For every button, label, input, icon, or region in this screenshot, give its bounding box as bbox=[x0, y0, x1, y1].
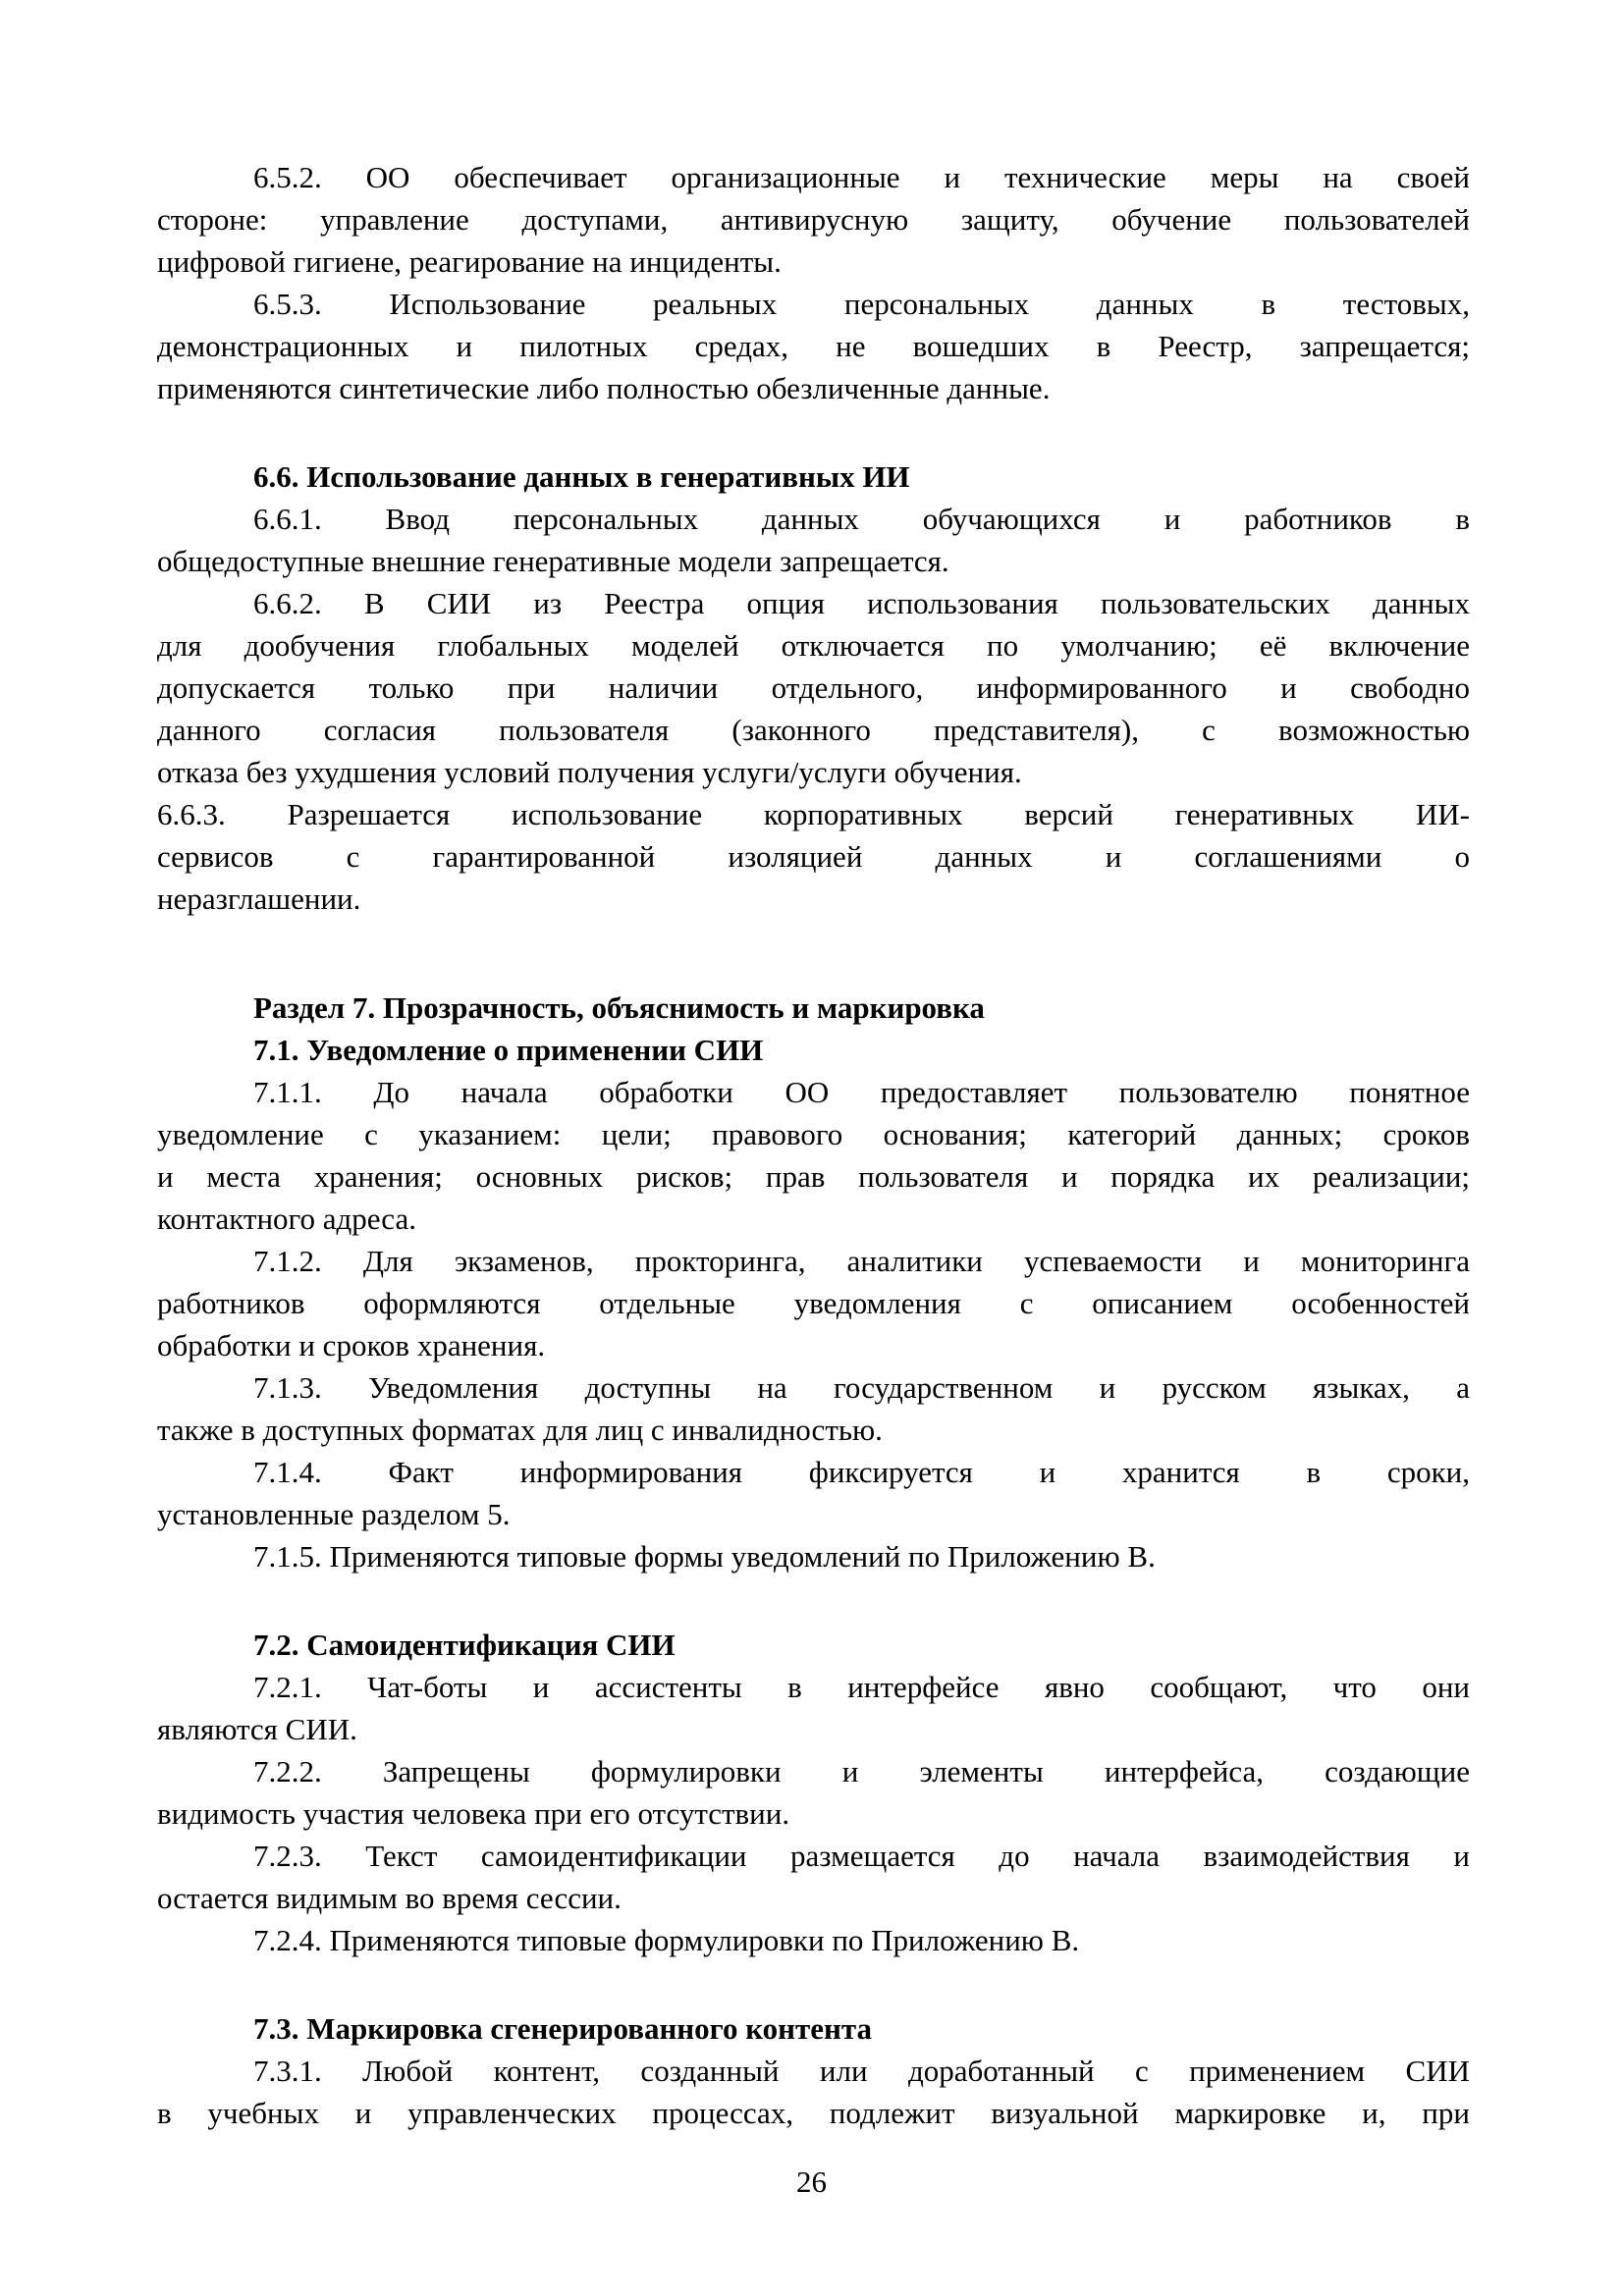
text-line: 7.3.1. Любой контент, созданный или доработанный с применением СИИ bbox=[253, 2054, 1470, 2088]
text-line: отказа без ухудшения условий получения услуги/услуги обучения. bbox=[157, 755, 1022, 789]
text-line: применяются синтетические либо полностью обезличенные данные. bbox=[157, 371, 1051, 405]
text-line: также в доступных форматах для лиц с инвалидностью. bbox=[157, 1413, 883, 1447]
text-line: 6.5.3. Использование реальных персональных данных в тестовых, bbox=[253, 287, 1470, 321]
text-line: демонстрационных и пилотных средах, не вошедших в Реестр, запрещается; bbox=[157, 329, 1470, 363]
text-line: работников оформляются отдельные уведомления с описанием особенностей bbox=[157, 1286, 1470, 1320]
text-line: 6.5.2. ОО обеспечивает организационные и технические меры на своей bbox=[253, 160, 1470, 194]
text-line: 7.1.2. Для экзаменов, прокторинга, аналитики успеваемости и мониторинга bbox=[253, 1244, 1470, 1278]
paragraph-7-1-1 bbox=[157, 1071, 1470, 1240]
text-line: являются СИИ. bbox=[157, 1712, 357, 1746]
text-line: 6.6.1. Ввод персональных данных обучающихся и работников в bbox=[253, 502, 1470, 536]
text-line: стороне: управление доступами, антивирусную защиту, обучение пользователей bbox=[157, 202, 1470, 237]
text-line: допускается только при наличии отдельного, информированного и свободно bbox=[157, 670, 1470, 705]
heading-7-2: 7.2. Самоидентификация СИИ bbox=[253, 1628, 676, 1662]
text-line: для дообучения глобальных моделей отключается по умолчанию; её включение bbox=[157, 628, 1470, 663]
text-line: 7.1.1. До начала обработки ОО предоставляет пользователю понятное bbox=[253, 1075, 1470, 1109]
text-line: 7.1.4. Факт информирования фиксируется и хранится в сроки, bbox=[253, 1455, 1470, 1489]
text-line: видимость участия человека при его отсутствии. bbox=[157, 1796, 790, 1831]
text-line: установленные разделом 5. bbox=[157, 1497, 511, 1531]
paragraph-7-1-2 bbox=[157, 1240, 1470, 1366]
heading-section-7: Раздел 7. Прозрачность, объяснимость и маркировка bbox=[253, 990, 985, 1025]
text-line: обработки и сроков хранения. bbox=[157, 1328, 546, 1362]
page-body bbox=[157, 156, 1470, 2134]
heading-7-1: 7.1. Уведомление о применении СИИ bbox=[253, 1033, 764, 1067]
paragraph-7-2-3 bbox=[157, 1835, 1470, 1919]
paragraph-7-1-4 bbox=[157, 1451, 1470, 1535]
text-line: 7.2.3. Текст самоидентификации размещается до начала взаимодействия и bbox=[253, 1839, 1470, 1873]
paragraph-6-6-1 bbox=[157, 498, 1470, 582]
text-line: контактного адреса. bbox=[157, 1201, 416, 1236]
text-line: цифровой гигиене, реагирование на инциденты. bbox=[157, 244, 782, 279]
heading-7-3: 7.3. Маркировка сгенерированного контента bbox=[253, 2011, 872, 2046]
text-line: неразглашении. bbox=[157, 881, 361, 916]
paragraph-6-6-2 bbox=[157, 582, 1470, 793]
paragraph-7-1-3 bbox=[157, 1366, 1470, 1451]
paragraph-7-3-1 bbox=[157, 2050, 1470, 2134]
paragraph-7-2-1 bbox=[157, 1666, 1470, 1750]
paragraph-6-5-3 bbox=[157, 283, 1470, 409]
paragraph-7-2-2 bbox=[157, 1750, 1470, 1835]
text-line: остается видимым во время сессии. bbox=[157, 1881, 622, 1915]
paragraph-7-1-5 bbox=[157, 1535, 1470, 1577]
paragraph-6-5-2 bbox=[157, 156, 1470, 283]
paragraph-6-6-3 bbox=[157, 793, 1470, 920]
text-line: 7.2.4. Применяются типовые формулировки по Приложению В. bbox=[253, 1923, 1080, 1957]
text-line: 6.6.3. Разрешается использование корпоративных версий генеративных ИИ- bbox=[157, 797, 1470, 831]
text-line: и места хранения; основных рисков; прав пользователя и порядка их реализации; bbox=[157, 1159, 1470, 1194]
text-line: 7.2.2. Запрещены формулировки и элементы интерфейса, создающие bbox=[253, 1754, 1470, 1789]
text-line: в учебных и управленческих процессах, подлежит визуальной маркировке и, при bbox=[157, 2096, 1470, 2130]
heading-6-6: 6.6. Использование данных в генеративных ИИ bbox=[253, 459, 910, 494]
text-line: 7.2.1. Чат-боты и ассистенты в интерфейсе явно сообщают, что они bbox=[253, 1670, 1470, 1704]
text-line: 6.6.2. В СИИ из Реестра опция использования пользовательских данных bbox=[253, 586, 1470, 620]
text-line: данного согласия пользователя (законного представителя), с возможностью bbox=[157, 713, 1470, 747]
text-line: сервисов с гарантированной изоляцией данных и соглашениями о bbox=[157, 839, 1470, 874]
text-line: общедоступные внешние генеративные модели запрещается. bbox=[157, 544, 949, 578]
text-line: 7.1.3. Уведомления доступны на государственном и русском языках, а bbox=[253, 1370, 1470, 1405]
page-number: 26 bbox=[796, 2164, 827, 2199]
paragraph-7-2-4 bbox=[157, 1919, 1470, 1961]
text-line: уведомление с указанием: цели; правового основания; категорий данных; сроков bbox=[157, 1117, 1470, 1151]
text-line: 7.1.5. Применяются типовые формы уведомлений по Приложению В. bbox=[253, 1539, 1156, 1574]
